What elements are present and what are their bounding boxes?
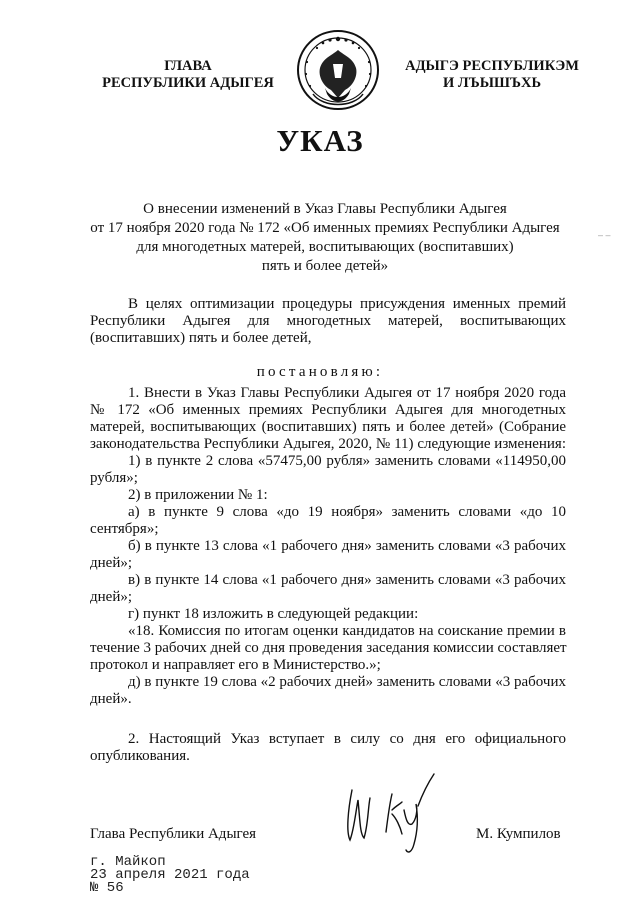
body-line: б) в пункте 13 слова «1 рабочего дня» заменить словами «3 рабочих (128, 538, 566, 554)
body-line: д) в пункте 19 слова «2 рабочих дней» заменить словами «3 рабочих (128, 674, 566, 690)
body-line: опубликования. (90, 748, 190, 764)
final-clause (90, 731, 566, 765)
issuer-line: И ЛЪЫШЪХЬ (442, 75, 542, 91)
decree-word: постановляю: (256, 364, 384, 380)
body-line: г) пункт 18 изложить в следующей редакции: (128, 606, 419, 622)
body-line: рубля»; (90, 470, 138, 486)
subject-line: от 17 ноября 2020 года № 172 «Об именных премиях Республики Адыгея (90, 220, 560, 236)
body-line: матерей, воспитывающих (воспитавших) пять и более детей» (Собрание (90, 419, 566, 435)
subject-line: О внесении изменений в Указ Главы Республики Адыгея (143, 201, 507, 217)
issue-date: 23 апреля 2021 года (90, 867, 250, 883)
body-line: дней». (90, 691, 132, 707)
issuer-line: РЕСПУБЛИКИ АДЫГЕЯ (102, 75, 274, 91)
body-line: дней»; (90, 589, 133, 605)
preamble-line: Республики Адыгея для многодетных матерей, воспитывающих (90, 313, 566, 329)
issuer-line: АДЫГЭ РЕСПУБЛИКЭМ (405, 58, 579, 74)
body-line: а) в пункте 9 слова «до 19 ноября» заменить словами «до 10 (128, 504, 566, 520)
decree-body (90, 385, 566, 708)
subject-line: для многодетных матерей, воспитывающих (воспитавших) (136, 239, 514, 255)
body-line: 1) в пункте 2 слова «57475,00 рубля» заменить словами «114950,00 (128, 453, 566, 469)
signatory-position: Глава Республики Адыгея (90, 826, 257, 842)
issue-city: г. Майкоп (90, 854, 166, 870)
body-line: «18. Комиссия по итогам оценки кандидатов на соискание премии в (128, 623, 566, 639)
decree-number: № 56 (90, 880, 124, 896)
body-line: протокол и направляет его в Министерство.»; (90, 657, 381, 673)
coat-of-arms-icon (293, 28, 383, 112)
handwritten-signature-icon (330, 770, 450, 860)
issuer-block-adyghe (392, 58, 592, 92)
document-subject (80, 200, 570, 276)
issuer-line: ГЛАВА (164, 58, 212, 74)
document-title: УКАЗ (276, 123, 364, 158)
body-line: в) в пункте 14 слова «1 рабочего дня» заменить словами «3 рабочих (128, 572, 566, 588)
body-line: 2) в приложении № 1: (128, 487, 268, 503)
issuer-block-russian (88, 58, 288, 92)
body-line: № 172 «Об именных премиях Республики Адыгея для многодетных (90, 402, 566, 418)
body-line: течение 3 рабочих дней со дня проведения заседания комиссии составляет (90, 640, 567, 656)
margin-mark: – – (598, 230, 611, 240)
preamble-line: В целях оптимизации процедуры присуждения именных премий (128, 296, 566, 312)
subject-line: пять и более детей» (261, 258, 389, 274)
preamble (90, 296, 566, 347)
body-line: дней»; (90, 555, 133, 571)
document-footer (90, 856, 250, 895)
body-line: законодательства Республики Адыгея, 2020, № 11) следующие изменения: (90, 436, 566, 452)
signatory-name: М. Кумпилов (476, 826, 561, 842)
preamble-line: (воспитавших) пять и более детей, (90, 330, 312, 346)
body-line: 1. Внести в Указ Главы Республики Адыгея от 17 ноября 2020 года (128, 385, 566, 401)
body-line: сентября»; (90, 521, 159, 537)
body-line: 2. Настоящий Указ вступает в силу со дня его официального (128, 731, 566, 747)
